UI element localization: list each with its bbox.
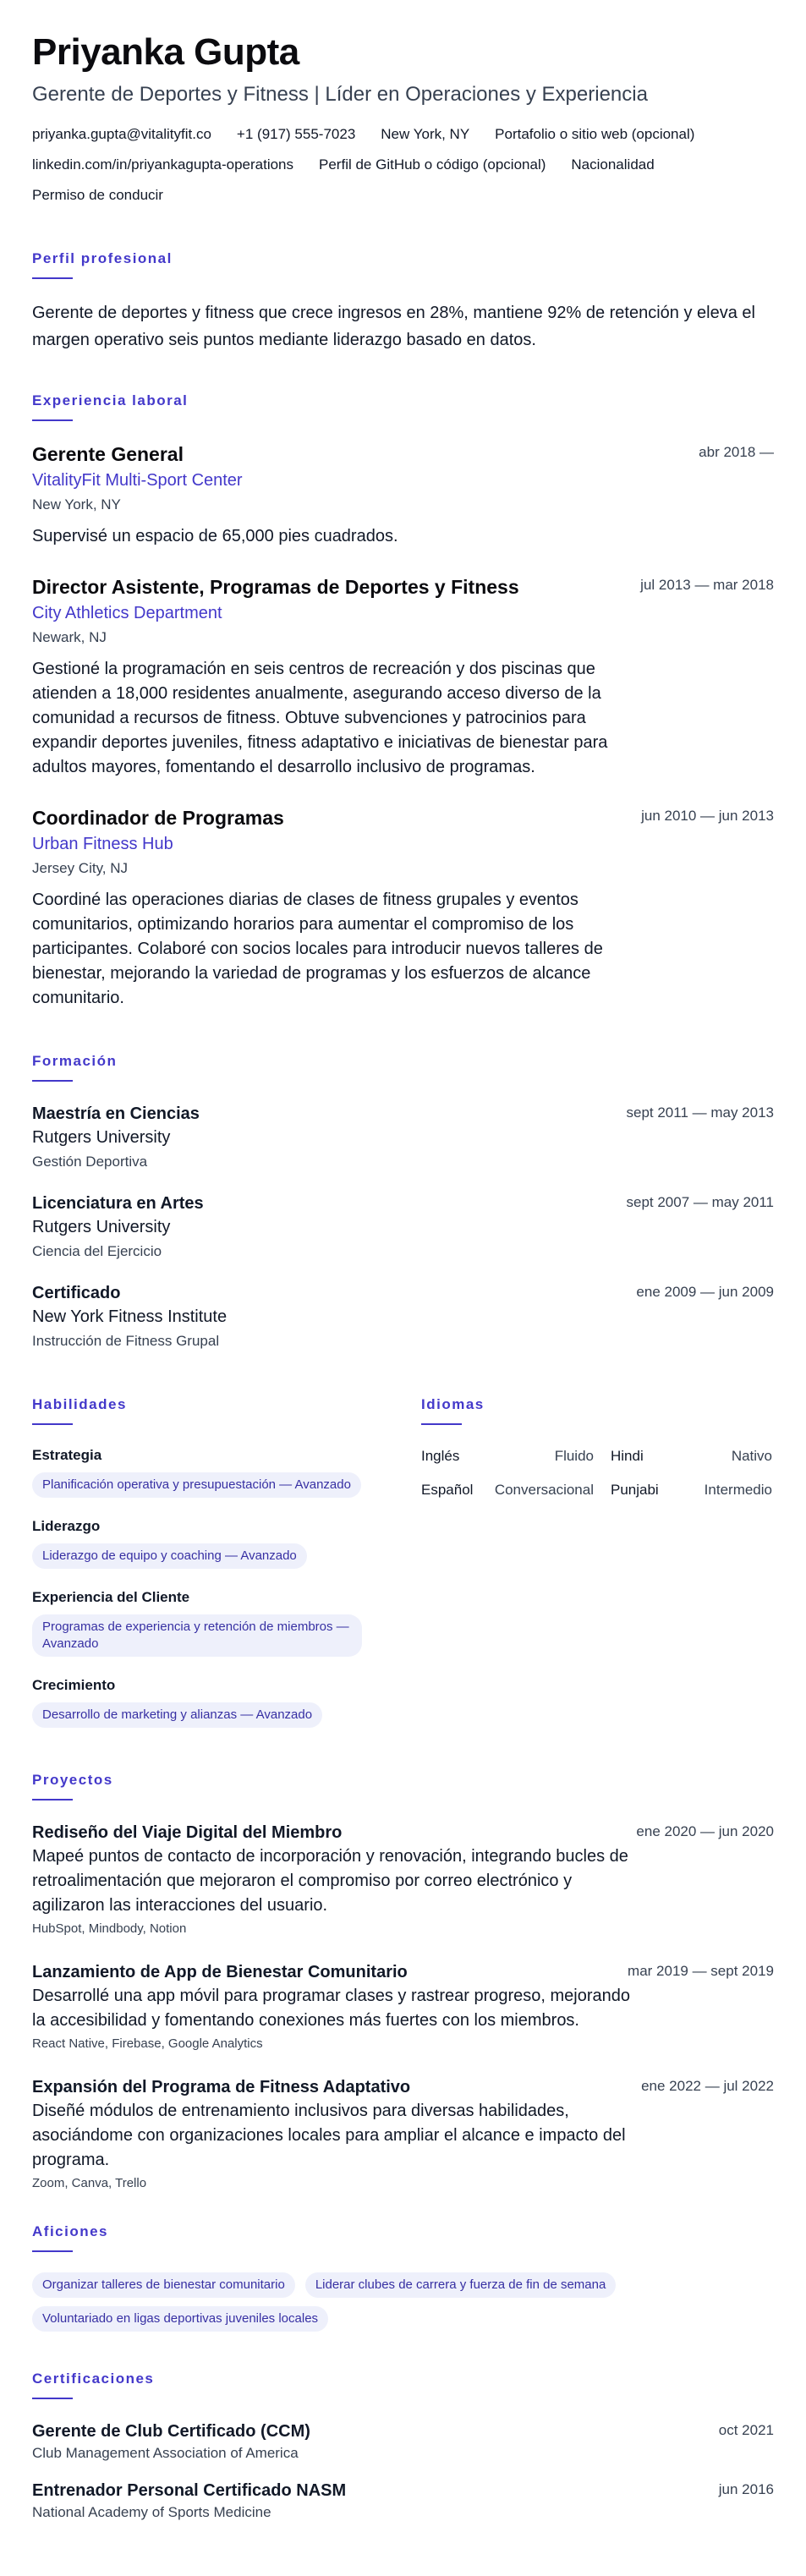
section-title-profile: Perfil profesional (32, 250, 173, 266)
education-field: Instrucción de Fitness Grupal (32, 1333, 220, 1349)
job-company: City Athletics Department (32, 604, 222, 622)
skill-chip: Liderazgo de equipo y coaching — Avanzado (32, 1543, 307, 1569)
section-title-projects: Proyectos (32, 1772, 113, 1788)
job-dates: jun 2010 — jun 2013 (641, 808, 774, 824)
job-title: Coordinador de Programas (32, 807, 284, 829)
certification-name: Entrenador Personal Certificado NASM (32, 2481, 347, 2500)
project-description: Desarrollé una app móvil para programar clases y rastrear progreso, mejorando la accesibilidad y fomentando conexiones más fuertes con los miembros. (32, 1987, 630, 2030)
contact-location: New York, NY (381, 126, 470, 142)
project-entry (32, 1960, 774, 2053)
project-entry (32, 2075, 774, 2193)
project-title: Rediseño del Viaje Digital del Miembro (32, 1823, 343, 1842)
skill-category: Liderazgo (32, 1518, 101, 1534)
skill-group (32, 1445, 421, 1498)
job-entry (32, 574, 774, 780)
skill-chip: Programas de experiencia y retención de miembros — Avanzado (32, 1614, 362, 1657)
project-description: Diseñé módulos de entrenamiento inclusivos para diversas habilidades, asociándome con organizaciones locales para ampliar el alcance e impacto del programa. (32, 2102, 626, 2169)
project-tech: HubSpot, Mindbody, Notion (32, 1921, 187, 1936)
certification-issuer: Club Management Association of America (32, 2445, 299, 2461)
project-dates: ene 2020 — jun 2020 (636, 1823, 774, 1839)
language-row (421, 1445, 772, 1467)
language-name: Español (421, 1482, 474, 1498)
section-title-skills: Habilidades (32, 1396, 127, 1412)
section-divider (32, 1799, 73, 1800)
job-company: VitalityFit Multi-Sport Center (32, 471, 243, 490)
skills-column (32, 1371, 421, 1746)
job-title: Gerente General (32, 443, 184, 465)
job-description: Gestioné la programación en seis centros de recreación y dos piscinas que atienden a 18,000 residentes anualmente, asegurando acceso diverso de la comunidad a recursos de fitness. Obtuve subvenciones y patrocinios para expandir deportes juveniles, fitness adaptativo e iniciativas de bienestar para adultos mayores, fomentando el desarrollo inclusivo de programas. (32, 660, 608, 776)
job-company: Urban Fitness Hub (32, 835, 173, 853)
education-degree: Licenciatura en Artes (32, 1194, 204, 1213)
project-tech: Zoom, Canva, Trello (32, 2176, 147, 2190)
language-level: Fluido (554, 1448, 594, 1464)
education-dates: sept 2011 — may 2013 (626, 1104, 774, 1121)
language-row (421, 1479, 772, 1501)
project-description: Mapeé puntos de contacto de incorporación y renovación, integrando bucles de retroalimentación que mejoraron el compromiso por correo electrónico y agilizaron las interacciones del usuario. (32, 1847, 628, 1915)
section-title-languages: Idiomas (421, 1396, 485, 1412)
skill-group (32, 1516, 421, 1569)
section-title-hobbies: Aficiones (32, 2223, 109, 2239)
hobby-chip: Liderar clubes de carrera y fuerza de fin de semana (305, 2272, 617, 2298)
contact-linkedin[interactable]: linkedin.com/in/priyankagupta-operations (32, 156, 294, 173)
section-divider (32, 419, 73, 421)
certification-entry (32, 2479, 774, 2523)
language-level: Conversacional (494, 1482, 594, 1498)
project-dates: ene 2022 — jul 2022 (641, 2078, 774, 2094)
certification-issuer: National Academy of Sports Medicine (32, 2504, 271, 2520)
language-name: Inglés (421, 1448, 460, 1464)
languages-column (421, 1371, 772, 1746)
education-dates: ene 2009 — jun 2009 (636, 1284, 774, 1300)
contact-license: Permiso de conducir (32, 187, 163, 203)
contact-list (32, 123, 759, 206)
contact-phone[interactable]: +1 (917) 555-7023 (236, 126, 356, 142)
job-entry (32, 805, 774, 1011)
section-divider (32, 1423, 73, 1425)
section-divider (421, 1423, 462, 1425)
education-entry (32, 1281, 774, 1352)
education-field: Gestión Deportiva (32, 1154, 148, 1170)
project-dates: mar 2019 — sept 2019 (628, 1963, 774, 1979)
education-degree: Maestría en Ciencias (32, 1104, 200, 1123)
education-field: Ciencia del Ejercicio (32, 1243, 162, 1259)
education-school: New York Fitness Institute (32, 1307, 228, 1326)
job-description: Supervisé un espacio de 65,000 pies cuadrados. (32, 527, 398, 545)
certification-date: jun 2016 (718, 2481, 774, 2497)
section-title-certifications: Certificaciones (32, 2370, 155, 2387)
education-dates: sept 2007 — may 2011 (626, 1194, 774, 1210)
language-name: Hindi (611, 1448, 644, 1464)
skill-chip: Planificación operativa y presupuestación — Avanzado (32, 1472, 361, 1498)
hobby-chips (32, 2272, 759, 2332)
contact-nationality: Nacionalidad (571, 156, 655, 173)
section-divider (32, 1080, 73, 1082)
job-dates: jul 2013 — mar 2018 (640, 577, 774, 593)
education-school: Rutgers University (32, 1128, 171, 1147)
section-divider (32, 2250, 73, 2252)
education-entry (32, 1102, 774, 1173)
hobby-chip: Organizar talleres de bienestar comunitario (32, 2272, 295, 2298)
candidate-name: Priyanka Gupta (32, 31, 299, 73)
section-divider (32, 277, 73, 279)
contact-portfolio[interactable]: Portafolio o sitio web (opcional) (495, 126, 695, 142)
job-dates: abr 2018 — (699, 444, 774, 460)
language-level: Intermedio (704, 1482, 772, 1498)
project-tech: React Native, Firebase, Google Analytics (32, 2036, 263, 2051)
skill-group (32, 1587, 421, 1657)
section-title-experience: Experiencia laboral (32, 392, 189, 408)
section-title-education: Formación (32, 1053, 118, 1069)
certification-entry (32, 2420, 774, 2464)
education-school: Rutgers University (32, 1218, 171, 1236)
profile-summary: Gerente de deportes y fitness que crece ingresos en 28%, mantiene 92% de retención y eleva el margen operativo seis puntos mediante liderazgo basado en datos. (32, 304, 755, 349)
contact-github[interactable]: Perfil de GitHub o código (opcional) (319, 156, 546, 173)
skill-category: Estrategia (32, 1447, 102, 1463)
job-location: New York, NY (32, 496, 121, 512)
skill-category: Crecimiento (32, 1677, 116, 1693)
language-name: Punjabi (611, 1482, 659, 1498)
headline: Gerente de Deportes y Fitness | Líder en Operaciones y Experiencia (32, 83, 648, 106)
certification-name: Gerente de Club Certificado (CCM) (32, 2422, 310, 2441)
skill-category: Experiencia del Cliente (32, 1589, 190, 1605)
contact-email[interactable]: priyanka.gupta@vitalityfit.co (32, 126, 211, 142)
skill-group (32, 1675, 421, 1728)
job-title: Director Asistente, Programas de Deportes y Fitness (32, 576, 519, 598)
job-entry (32, 441, 774, 549)
job-location: Newark, NJ (32, 629, 107, 645)
language-level: Nativo (731, 1448, 772, 1464)
job-location: Jersey City, NJ (32, 860, 129, 876)
project-title: Lanzamiento de App de Bienestar Comunitario (32, 1963, 408, 1981)
project-entry (32, 1821, 774, 1938)
section-divider (32, 2398, 73, 2399)
skill-chip: Desarrollo de marketing y alianzas — Avanzado (32, 1702, 322, 1728)
skills-languages-row (32, 1371, 774, 1746)
education-entry (32, 1192, 774, 1263)
certification-date: oct 2021 (718, 2422, 774, 2438)
education-degree: Certificado (32, 1284, 121, 1302)
project-title: Expansión del Programa de Fitness Adaptativo (32, 2078, 411, 2096)
job-description: Coordiné las operaciones diarias de clases de fitness grupales y eventos comunitarios, optimizando horarios para aumentar el compromiso de los participantes. Colaboré con socios locales para introducir nuevos talleres de bienestar, mejorando la variedad de programas y los esfuerzos de alcance comunitario. (32, 891, 603, 1007)
hobby-chip: Voluntariado en ligas deportivas juveniles locales (32, 2306, 328, 2332)
